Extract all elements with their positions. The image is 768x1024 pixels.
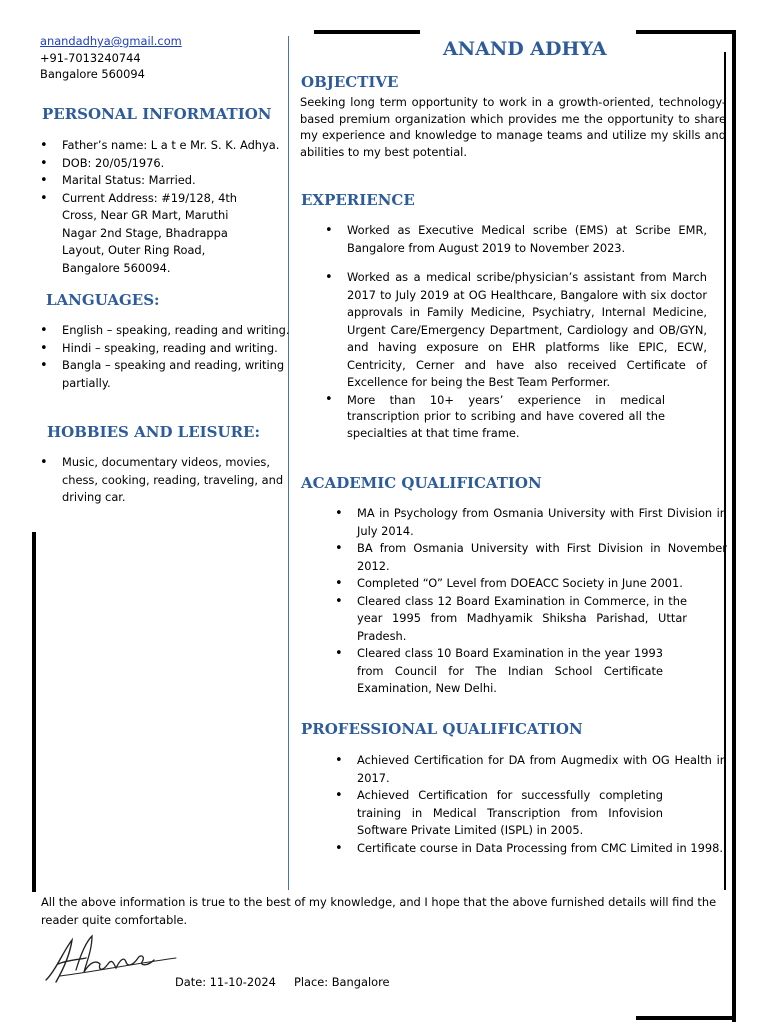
top-rule bbox=[314, 30, 420, 34]
personal-information-list bbox=[62, 137, 284, 277]
right-border-rule bbox=[732, 30, 736, 1022]
list-item: • Bangla – speaking and reading, writing partially. bbox=[62, 357, 288, 392]
list-item: • DOB: 20/05/1976. bbox=[62, 155, 284, 173]
personal-information-heading: PERSONAL INFORMATION bbox=[42, 105, 272, 123]
academic-heading: ACADEMIC QUALIFICATION bbox=[301, 474, 542, 492]
experience-heading: EXPERIENCE bbox=[301, 191, 415, 209]
list-item: • Worked as a medical scribe/physician’s assistant from March 2017 to July 2019 at OG Healthcare, Bangalore with six doctor approvals in Family Medicine, Psychiatry, Internal Medicine, Urgent Care/Emergency Department, Cardiology and OB/GYN, and having exposure on EHR platforms like EPIC, ECW, Centricity, Cerner and have also received Certificate of Excellence for being the Best Team Performer. bbox=[347, 269, 707, 392]
languages-heading: LANGUAGES: bbox=[46, 291, 160, 309]
phone-text: +91-7013240744 bbox=[40, 51, 141, 65]
email-link[interactable]: anandadhya@gmail.com bbox=[40, 34, 182, 48]
signature-image bbox=[42, 930, 182, 990]
list-item: • Worked as Executive Medical scribe (EMS) at Scribe EMR, Bangalore from August 2019 to November 2023. bbox=[347, 222, 707, 257]
date-text: Date: 11-10-2024 bbox=[175, 975, 276, 989]
top-right-rule bbox=[636, 30, 736, 34]
list-item: • Hindi – speaking, reading and writing. bbox=[62, 340, 292, 358]
list-item: • Current Address: #19/128, 4th Cross, Near GR Mart, Maruthi Nagar 2nd Stage, Bhadrappa Layout, Outer Ring Road, Bangalore 560094. bbox=[62, 190, 250, 278]
list-item: • Achieved Certification for successfully completing training in Medical Transcription from Infovision Software Private Limited (ISPL) in 2005. bbox=[357, 787, 663, 840]
hobbies-list bbox=[62, 454, 288, 507]
candidate-name: ANAND ADHYA bbox=[443, 38, 607, 60]
list-item: • Marital Status: Married. bbox=[62, 172, 284, 190]
experience-list bbox=[347, 222, 707, 441]
list-item: • Cleared class 10 Board Examination in the year 1993 from Council for The Indian School Certificate Examination, New Delhi. bbox=[357, 645, 663, 698]
list-item: • Cleared class 12 Board Examination in Commerce, in the year 1995 from Madhyamik Shiksha Parishad, Uttar Pradesh. bbox=[357, 593, 687, 646]
list-item: • English – speaking, reading and writing. bbox=[62, 322, 292, 340]
professional-list bbox=[357, 752, 727, 857]
city-text: Bangalore 560094 bbox=[40, 67, 145, 81]
professional-heading: PROFESSIONAL QUALIFICATION bbox=[301, 720, 583, 738]
list-item: • Father’s name: L a t e Mr. S. K. Adhya. bbox=[62, 137, 284, 155]
list-item: • BA from Osmania University with First Division in November 2012. bbox=[357, 540, 727, 575]
objective-text: Seeking long term opportunity to work in a growth-oriented, technology-based premium organization which provides me the opportunity to share my experience and knowledge to manage teams and utilize my skills and abilities to my best potential. bbox=[300, 95, 726, 159]
bottom-rule bbox=[636, 1016, 736, 1020]
declaration-text: All the above information is true to the best of my knowledge, and I hope that the above furnished details will find the reader quite comfortable. bbox=[41, 895, 717, 927]
list-item: • Completed “O” Level from DOEACC Society in June 2001. bbox=[357, 575, 727, 593]
list-item: • Music, documentary videos, movies, chess, cooking, reading, traveling, and driving car. bbox=[62, 454, 288, 507]
list-item: • MA in Psychology from Osmania University with First Division in July 2014. bbox=[357, 505, 727, 540]
hobbies-heading: HOBBIES AND LEISURE: bbox=[47, 423, 261, 441]
column-divider bbox=[288, 36, 289, 890]
list-item: • Achieved Certification for DA from Augmedix with OG Health in 2017. bbox=[357, 752, 727, 787]
objective-heading: OBJECTIVE bbox=[301, 73, 399, 91]
left-border-rule bbox=[32, 532, 36, 892]
languages-list bbox=[62, 322, 292, 392]
place-text: Place: Bangalore bbox=[294, 975, 390, 989]
list-item: • Certificate course in Data Processing from CMC Limited in 1998. bbox=[357, 840, 727, 858]
list-item: • More than 10+ years’ experience in medical transcription prior to scribing and have covered all the specialties at that time frame. bbox=[347, 392, 665, 442]
academic-list bbox=[357, 505, 727, 698]
